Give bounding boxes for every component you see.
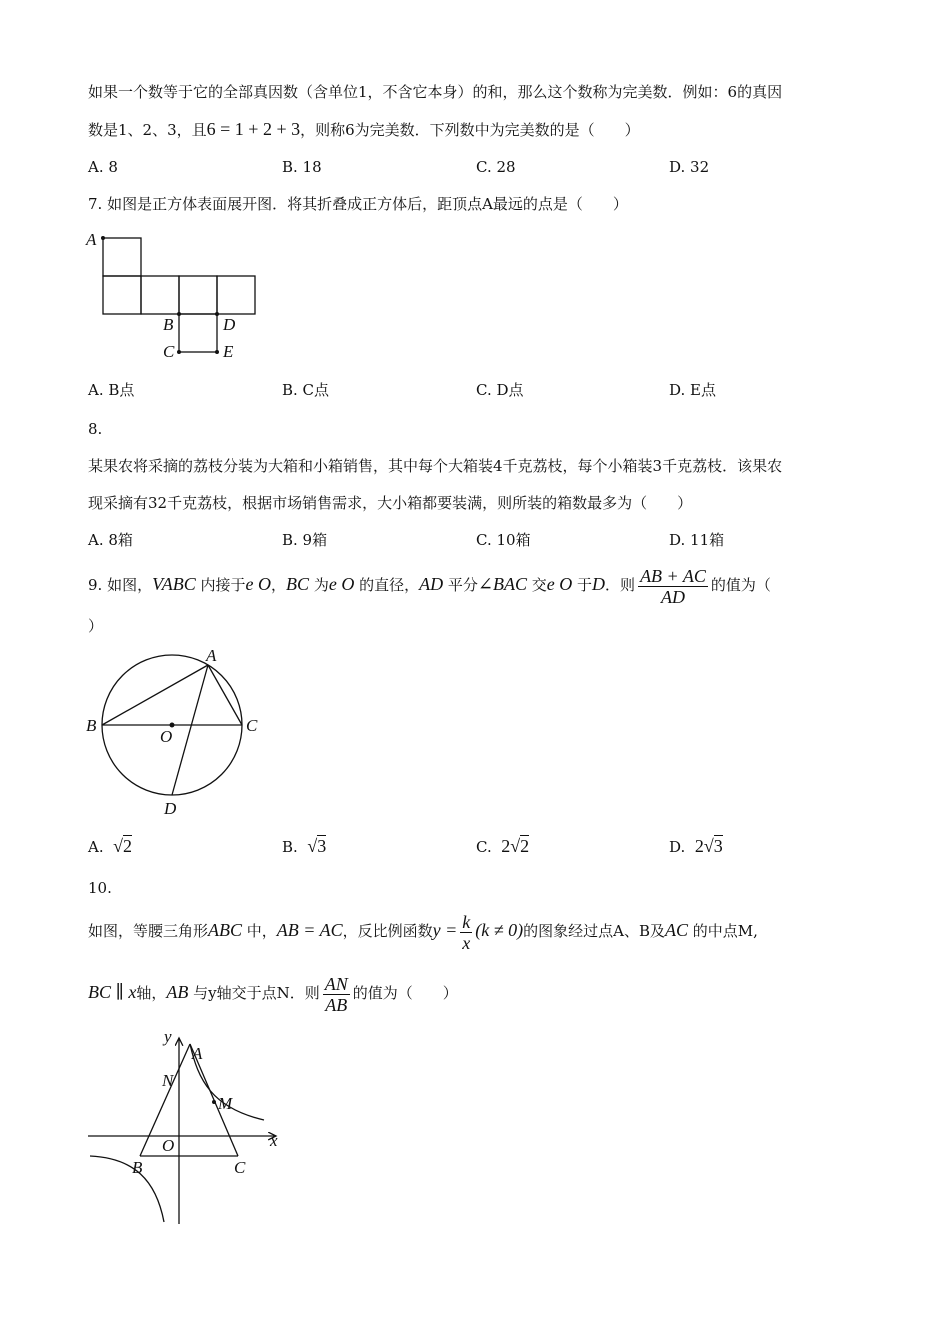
q9-stem: 9. 如图，VABC 内接于e O，BC 为e O 的直径，AD 平分∠BAC 交e O 于D．则 $\frac{AB + AC}{AD}$ 的值为（ xyxy=(88,565,771,607)
q9-close-paren: ） xyxy=(88,617,104,635)
label-x: x xyxy=(270,1131,278,1150)
label-c: C xyxy=(234,1158,246,1177)
label-y: y xyxy=(164,1027,172,1046)
q7-option-d[interactable]: D. E点 xyxy=(669,381,716,399)
segment-ab xyxy=(102,665,208,725)
sqrt-icon: √ xyxy=(703,836,714,856)
q6-line2-text-a: 数是1、2、3，且 xyxy=(88,121,207,139)
point-a-dot xyxy=(101,236,105,240)
label-b: B xyxy=(132,1158,143,1177)
q9-circle-figure xyxy=(84,644,284,824)
point-d-dot xyxy=(215,312,219,316)
segment-ad xyxy=(172,665,208,795)
q8-line2: 现采摘有32千克荔枝，根据市场销售需求，大小箱都要装满，则所装的箱数最多为（ ） xyxy=(88,494,693,512)
q9-option-a[interactable]: A. √2 xyxy=(88,836,133,856)
q9-option-d[interactable]: D. 2√3 xyxy=(669,836,723,856)
label-a: A xyxy=(86,230,97,249)
point-c-dot xyxy=(177,350,181,354)
q8-option-b[interactable]: B. 9箱 xyxy=(282,531,328,549)
q7-option-a[interactable]: A. B点 xyxy=(88,381,135,399)
q6-option-d[interactable]: D. 32 xyxy=(669,158,710,176)
q6-equation: 6 = 1 + 2 + 3 xyxy=(206,119,301,139)
q7-option-c[interactable]: C. D点 xyxy=(476,381,524,399)
q10-k-over-x: $\frac{k}{x}$ xyxy=(462,911,471,953)
net-square-bottom xyxy=(179,314,217,352)
net-square-1 xyxy=(103,276,141,314)
hyperbola-branch-2 xyxy=(90,1156,164,1222)
q6-option-c[interactable]: C. 28 xyxy=(476,158,516,176)
q8-line1: 某果农将采摘的荔枝分装为大箱和小箱销售，其中每个大箱装4千克荔枝，每个小箱装3千克荔枝．该果农 xyxy=(88,457,783,475)
q9-circle-o: e O xyxy=(245,574,272,594)
sqrt-icon: √ xyxy=(510,836,521,856)
q6-option-b[interactable]: B. 18 xyxy=(282,158,322,176)
q7-cube-net-figure xyxy=(80,226,340,366)
q8-option-d[interactable]: D. 11箱 xyxy=(669,531,725,549)
label-c: C xyxy=(246,716,258,735)
q10-line2: BC ∥ x轴，AB 与y轴交于点N．则 $\frac{AN}{AB}$ 的值为（ ） xyxy=(88,973,458,1015)
label-d: D xyxy=(223,315,236,334)
label-n: N xyxy=(162,1071,174,1090)
net-square-4 xyxy=(217,276,255,314)
q7-option-b[interactable]: B. C点 xyxy=(282,381,330,399)
label-o: O xyxy=(160,727,173,746)
q7-stem: 7. 如图是正方体表面展开图．将其折叠成正方体后，距顶点A最远的点是（ ） xyxy=(88,195,628,213)
label-b: B xyxy=(163,315,174,334)
segment-ac xyxy=(208,665,242,725)
sqrt-icon: √ xyxy=(307,836,318,856)
net-square-3 xyxy=(179,276,217,314)
q9-option-c[interactable]: C. 2√2 xyxy=(476,836,530,856)
q8-option-a[interactable]: A. 8箱 xyxy=(88,531,133,549)
q6-option-a[interactable]: A. 8 xyxy=(88,158,118,176)
label-c: C xyxy=(163,342,175,361)
q6-line2 xyxy=(88,119,640,140)
label-e: E xyxy=(223,342,234,361)
q9-angle-bac: ∠BAC xyxy=(477,574,527,594)
label-b: B xyxy=(86,716,97,735)
label-m: M xyxy=(218,1094,233,1113)
net-square-2 xyxy=(141,276,179,314)
q8-option-c[interactable]: C. 10箱 xyxy=(476,531,531,549)
label-o: O xyxy=(162,1136,175,1155)
point-e-dot xyxy=(215,350,219,354)
q10-fraction: $\frac{AN}{AB}$ xyxy=(324,973,348,1015)
q10-line1: 如图，等腰三角形ABC 中，AB = AC，反比例函数y = $\frac{k}{x}$ (k ≠ 0)的图象经过点A、B及AC 的中点M, xyxy=(88,911,758,953)
q10-number: 10. xyxy=(88,879,112,897)
label-d: D xyxy=(164,799,177,818)
q6-line1: 如果一个数等于它的全部真因数（含单位1，不含它本身）的和，那么这个数称为完美数．例如：6的真因 xyxy=(88,83,783,101)
label-a: A xyxy=(206,646,217,665)
q6-line2-text-b: ，则称6为完美数．下列数中为完美数的是（ ） xyxy=(300,121,640,139)
point-b-dot xyxy=(177,312,181,316)
net-square-top xyxy=(103,238,141,276)
q8-number: 8. xyxy=(88,420,103,438)
sqrt-icon: √ xyxy=(113,836,124,856)
point-m-dot xyxy=(212,1100,216,1104)
q9-triangle-abc: VABC xyxy=(152,574,196,594)
q10-graph-figure xyxy=(84,1027,294,1230)
q9-option-b[interactable]: B. √3 xyxy=(282,836,327,856)
label-a: A xyxy=(192,1044,203,1063)
q9-fraction: $\frac{AB + AC}{AD}$ xyxy=(640,565,706,607)
